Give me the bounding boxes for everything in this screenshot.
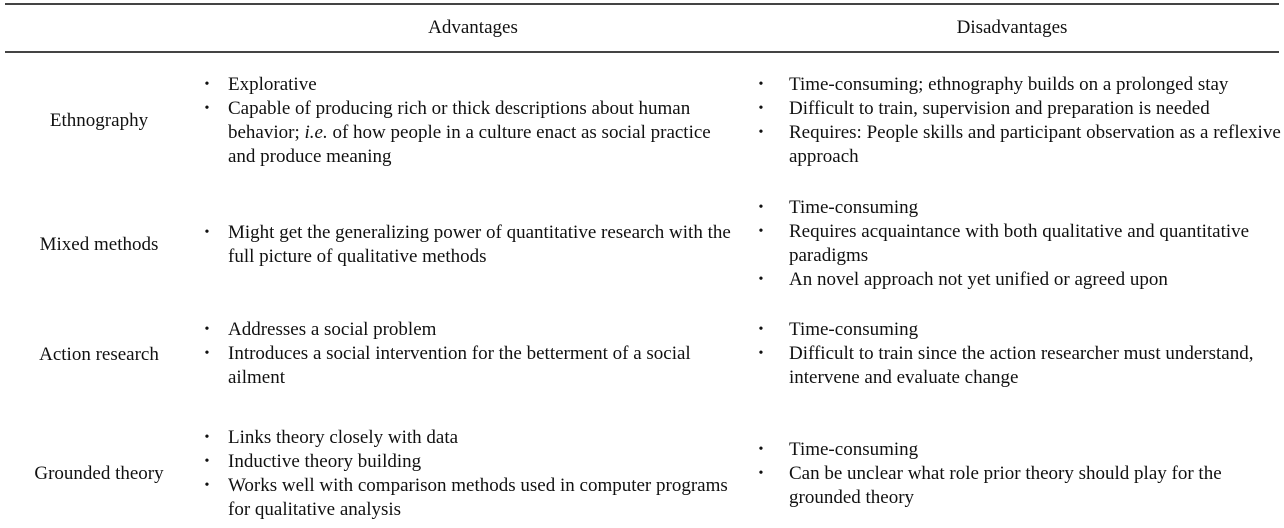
bullet-icon: •	[758, 125, 764, 140]
list-item: • Time-consuming; ethnography builds on a prolonged stay	[754, 73, 1284, 97]
list-item: • Requires: People skills and participant observation as a reflexive approach	[754, 121, 1284, 169]
header-advantages: Advantages	[428, 17, 518, 38]
list-item: • Introduces a social intervention for the betterment of a social ailment	[200, 342, 740, 390]
row-label: Ethnography	[49, 110, 149, 131]
bullet-icon: •	[204, 454, 210, 469]
disadvantages-list	[754, 73, 1284, 169]
list-item: • Works well with comparison methods used in computer programs for qualitative analysis	[200, 474, 740, 522]
bullet-icon: •	[758, 224, 764, 239]
bullet-icon: •	[204, 225, 210, 240]
bullet-icon: •	[204, 77, 210, 92]
advantages-list	[200, 426, 740, 522]
list-item: • Time-consuming	[754, 318, 1284, 342]
list-item: • Addresses a social problem	[200, 318, 740, 342]
bullet-icon: •	[204, 346, 210, 361]
bullet-icon: •	[758, 200, 764, 215]
bullet-icon: •	[204, 101, 210, 116]
list-item: • Might get the generalizing power of quantitative research with the full picture of qualitative methods	[200, 221, 740, 269]
advantages-list	[200, 318, 740, 390]
list-item: • Difficult to train since the action researcher must understand, intervene and evaluate change	[754, 342, 1284, 390]
table-top-rule	[5, 3, 1279, 5]
disadvantages-list	[754, 196, 1284, 292]
list-item: • Capable of producing rich or thick descriptions about human behavior; i.e. of how people in a culture enact as social practice and produce meaning	[200, 97, 740, 169]
disadvantages-list	[754, 318, 1284, 390]
bullet-icon: •	[758, 322, 764, 337]
header-disadvantages: Disadvantages	[956, 17, 1068, 38]
bullet-icon: •	[758, 466, 764, 481]
bullet-icon: •	[204, 478, 210, 493]
bullet-icon: •	[758, 346, 764, 361]
bullet-icon: •	[204, 430, 210, 445]
list-item: • Links theory closely with data	[200, 426, 740, 450]
list-item: • Can be unclear what role prior theory should play for the grounded theory	[754, 462, 1284, 510]
list-item: • An novel approach not yet unified or agreed upon	[754, 268, 1284, 292]
bullet-icon: •	[758, 101, 764, 116]
bullet-icon: •	[758, 442, 764, 457]
advantages-list	[200, 221, 740, 269]
advantages-list	[200, 73, 740, 169]
bullet-icon: •	[758, 77, 764, 92]
list-item: • Explorative	[200, 73, 740, 97]
row-label: Mixed methods	[39, 234, 159, 255]
list-item: • Inductive theory building	[200, 450, 740, 474]
bullet-icon: •	[758, 272, 764, 287]
list-item: • Time-consuming	[754, 438, 1284, 462]
disadvantages-list	[754, 438, 1284, 510]
row-label: Action research	[39, 344, 159, 365]
bullet-icon: •	[204, 322, 210, 337]
row-label: Grounded theory	[34, 463, 164, 484]
list-item: • Difficult to train, supervision and preparation is needed	[754, 97, 1284, 121]
list-item: • Time-consuming	[754, 196, 1284, 220]
list-item: • Requires acquaintance with both qualitative and quantitative paradigms	[754, 220, 1284, 268]
header-bottom-rule	[5, 51, 1279, 53]
